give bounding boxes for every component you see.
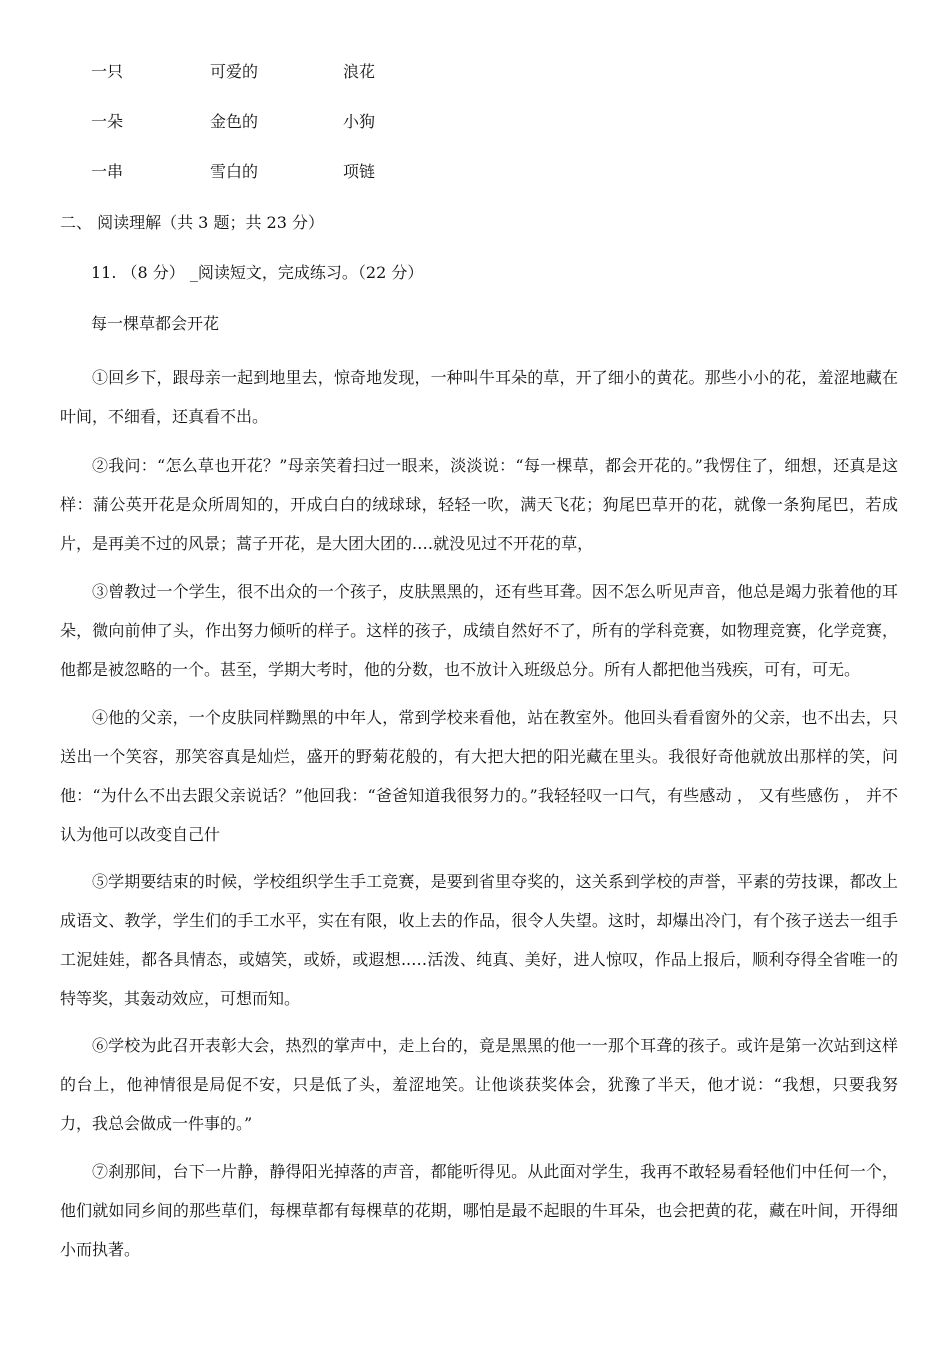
article-paragraph: ⑥学校为此召开表彰大会，热烈的掌声中，走上台的，竟是黑黑的他一一那个耳聋的孩子。或许是第一次站到这样的台上，他神情很是局促不安，只是低了头，羞涩地笑。让他谈获奖体会，犹豫了半天，他才说：“我想，只要我努力，我总会做成一件事的。” (60, 1036, 898, 1133)
matching-row (0, 157, 950, 187)
noun: 小狗 (343, 112, 376, 131)
section-heading: 二、 阅读理解（共 3 题；共 23 分） (60, 213, 324, 232)
noun: 项链 (343, 162, 376, 181)
measure-word: 一只 (91, 62, 124, 81)
adjective: 雪白的 (210, 162, 259, 181)
article-title: 每一棵草都会开花 (91, 314, 220, 333)
measure-word: 一串 (91, 162, 124, 181)
adjective: 金色的 (210, 112, 259, 131)
article-paragraph: ④他的父亲，一个皮肤同样黝黑的中年人，常到学校来看他，站在教室外。他回头看看窗外的父亲，也不出去，只送出一个笑容，那笑容真是灿烂，盛开的野菊花般的，有大把大把的阳光藏在里头。我很好奇他就放出那样的笑，问他：“为什么不出去跟父亲说话？”他回我：“爸爸知道我很努力的。”我轻轻叹一口气，有些感动 ， 又有些感伤 ， 并不认为他可以改变自己什 (60, 708, 898, 844)
noun: 浪花 (343, 62, 376, 81)
article-paragraph: ⑤学期要结束的时候，学校组织学生手工竞赛，是要到省里夺奖的，这关系到学校的声誉，平素的劳技课，都改上成语文、教学，学生们的手工水平，实在有限，收上去的作品，很令人失望。这时，却爆出冷门，有个孩子送去一组手工泥娃娃，都各具情态，或嬉笑，或娇，或遐想..…活泼、纯真、美好，进人惊叹，作品上报后，顺利夺得全省唯一的特等奖，其轰动效应，可想而知。 (60, 872, 898, 1008)
adjective: 可爱的 (210, 62, 259, 81)
article-paragraph: ⑦刹那间，台下一片静，静得阳光掉落的声音，都能听得见。从此面对学生，我再不敢轻易看轻他们中任何一个，他们就如同乡间的那些草们，每棵草都有每棵草的花期，哪怕是最不起眼的牛耳朵，也会把黄的花，藏在叶间，开得细小而执著。 (60, 1162, 898, 1259)
matching-row (0, 57, 950, 87)
article-paragraph: ②我问：“怎么草也开花？”母亲笑着扫过一眼来，淡淡说：“每一棵草，都会开花的。”我愣住了，细想，还真是这样：蒲公英开花是众所周知的，开成白白的绒球球，轻轻一吹，满天飞花；狗尾巴草开的花，就像一条狗尾巴，若成片，是再美不过的风景；蒿子开花，是大团大团的.…就没见过不开花的草， (60, 456, 898, 553)
matching-row (0, 107, 950, 137)
question-header: 11. （8 分） _阅读短文，完成练习。（22 分） (91, 263, 424, 282)
measure-word: 一朵 (91, 112, 124, 131)
article-paragraph: ③曾教过一个学生，很不出众的一个孩子，皮肤黑黑的，还有些耳聋。因不怎么听见声音，他总是竭力张着他的耳朵，微向前伸了头，作出努力倾听的样子。这样的孩子，成绩自然好不了，所有的学科竞赛，如物理竞赛，化学竞赛，他都是被忽略的一个。甚至，学期大考时，他的分数，也不放计入班级总分。所有人都把他当残疾，可有，可无。 (60, 582, 898, 679)
article-paragraph: ①回乡下，跟母亲一起到地里去，惊奇地发现，一种叫牛耳朵的草，开了细小的黄花。那些小小的花，羞涩地藏在叶间，不细看，还真看不出。 (60, 368, 898, 426)
